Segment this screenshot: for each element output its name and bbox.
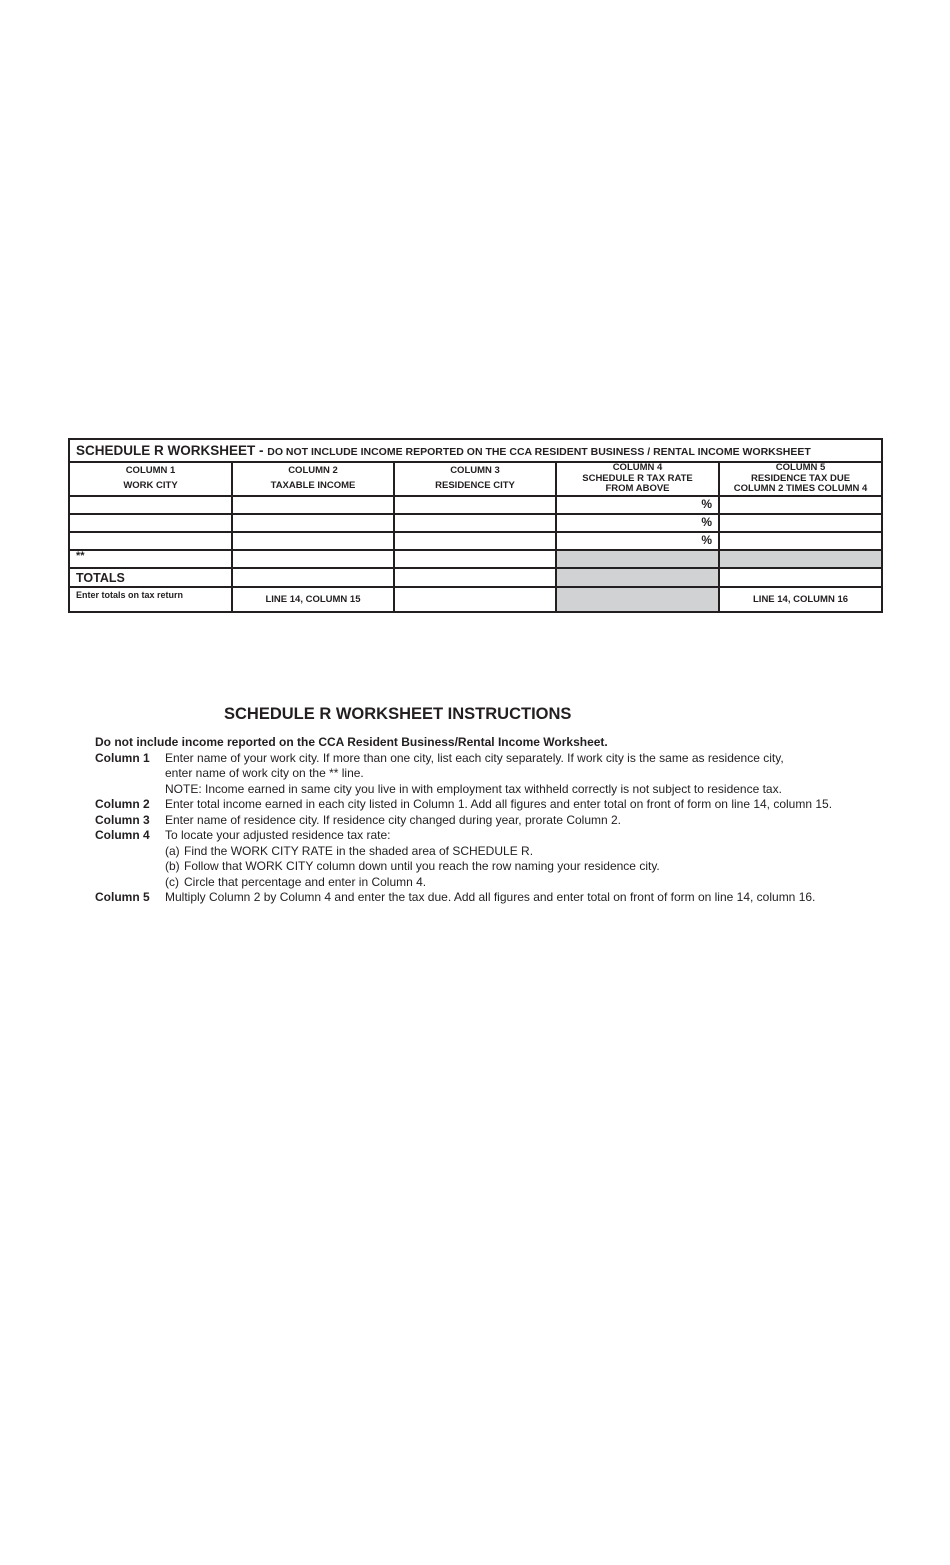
residence-tax-due-cell[interactable] [719,532,882,550]
taxable-income-cell[interactable] [232,496,394,514]
instruction-step [165,859,885,875]
worksheet-title-main: SCHEDULE R WORKSHEET - [76,442,268,458]
entry-row [69,514,882,532]
taxable-income-cell[interactable] [232,550,394,568]
column-4-label: Column 4 [95,828,150,842]
worksheet-title [69,439,882,462]
column-5-instruction [95,890,885,906]
step-key: (a) [165,843,180,858]
residence-city-cell[interactable] [394,532,556,550]
column-3-label: Column 3 [95,812,150,827]
column-2-title: TAXABLE INCOME [270,480,356,491]
tax-rate-cell[interactable]: % [556,514,719,532]
column-2-text: Enter total income earned in each city listed in Column 1. Add all figures and enter total on front of form on line 14, column 15. [165,797,833,811]
column-5-text: Multiply Column 2 by Column 4 and enter the tax due. Add all figures and enter total on front of form on line 14, column 16. [165,890,816,904]
residence-tax-due-cell[interactable] [719,514,882,532]
step-text: Follow that WORK CITY column down until you reach the row naming your residence city. [184,859,660,873]
column-5-title: RESIDENCE TAX DUE [750,472,851,484]
column-2-label: Column 2 [95,797,150,811]
enter-totals-row [69,587,882,612]
step-key: (b) [165,859,180,873]
taxable-income-cell[interactable] [232,532,394,550]
same-city-row [69,550,882,568]
column-16-line-reference: LINE 14, COLUMN 16 [719,587,882,612]
work-city-cell[interactable] [69,496,232,514]
residence-city-cell[interactable] [394,550,556,568]
shaded-cell [556,587,719,612]
column-1-note: NOTE: Income earned in same city you live in with employment tax withheld correctly is not subject to residence tax. [165,781,782,796]
column-1-title: WORK CITY [123,480,178,491]
shaded-cell [719,550,882,568]
tax-rate-cell[interactable]: % [556,496,719,514]
column-4-text [165,828,885,890]
schedule-r-worksheet-table [68,438,883,613]
total-taxable-income-cell[interactable] [232,568,394,587]
worksheet-title-row [69,439,882,462]
column-4-instruction [95,828,885,890]
column-4-number: COLUMN 4 [612,462,663,474]
column-1-line-2: enter name of work city on the ** line. [165,766,364,780]
column-15-line-reference: LINE 14, COLUMN 15 [232,587,394,612]
column-1-text [165,751,885,798]
column-header-row [69,462,882,496]
same-city-marker[interactable]: ** [69,550,232,568]
residence-city-cell[interactable] [394,496,556,514]
column-4-subtitle: FROM ABOVE [605,483,670,495]
column-1-label: Column 1 [95,750,150,765]
taxable-income-cell[interactable] [232,514,394,532]
work-city-cell[interactable] [69,532,232,550]
step-key: (c) [165,874,179,889]
entry-row [69,496,882,514]
column-3-number: COLUMN 3 [450,465,500,477]
instructions-intro: Do not include income reported on the CCA Resident Business/Rental Income Worksheet. [95,735,608,749]
shaded-cell [556,550,719,568]
column-5-label: Column 5 [95,890,150,904]
column-4-header [556,462,719,496]
totals-label: TOTALS [69,568,232,587]
column-3-header [394,462,556,496]
residence-city-cell[interactable] [394,514,556,532]
worksheet-title-warning: DO NOT INCLUDE INCOME REPORTED ON THE CCA RESIDENT BUSINESS / RENTAL INCOME WORKSHEET [267,445,811,458]
column-3-text: Enter name of residence city. If residence city changed during year, prorate Column 2. [165,812,622,827]
instruction-step [165,844,885,860]
entry-row [69,532,882,550]
step-text: Find the WORK CITY RATE in the shaded area of SCHEDULE R. [184,843,534,858]
column-2-number: COLUMN 2 [288,465,338,477]
column-5-subtitle: COLUMN 2 TIMES COLUMN 4 [733,483,868,495]
instructions-body [95,735,885,906]
column-1-instruction [95,751,885,798]
residence-tax-due-cell[interactable] [719,496,882,514]
column-4-intro: To locate your adjusted residence tax rate: [165,828,391,842]
column-5-number: COLUMN 5 [775,462,826,474]
tax-rate-cell[interactable]: % [556,532,719,550]
blank-cell [394,587,556,612]
column-5-header [719,462,882,496]
column-3-instruction [95,813,885,829]
enter-totals-label: Enter totals on tax return [69,587,232,612]
column-3-title: RESIDENCE CITY [435,480,515,491]
column-2-instruction [95,797,885,813]
shaded-cell [556,568,719,587]
instructions-title: SCHEDULE R WORKSHEET INSTRUCTIONS [224,705,572,723]
total-residence-tax-due-cell[interactable] [719,568,882,587]
column-1-number: COLUMN 1 [125,465,176,477]
instruction-step [165,875,885,891]
column-2-header [232,462,394,496]
total-residence-city-cell[interactable] [394,568,556,587]
column-1-line-1: Enter name of your work city. If more than one city, list each city separately. If work city is the same as residence city, [165,750,784,765]
totals-row [69,568,882,587]
column-1-header [69,462,232,496]
work-city-cell[interactable] [69,514,232,532]
column-4-title: SCHEDULE R TAX RATE [582,472,693,484]
step-text: Circle that percentage and enter in Column 4. [184,874,427,889]
